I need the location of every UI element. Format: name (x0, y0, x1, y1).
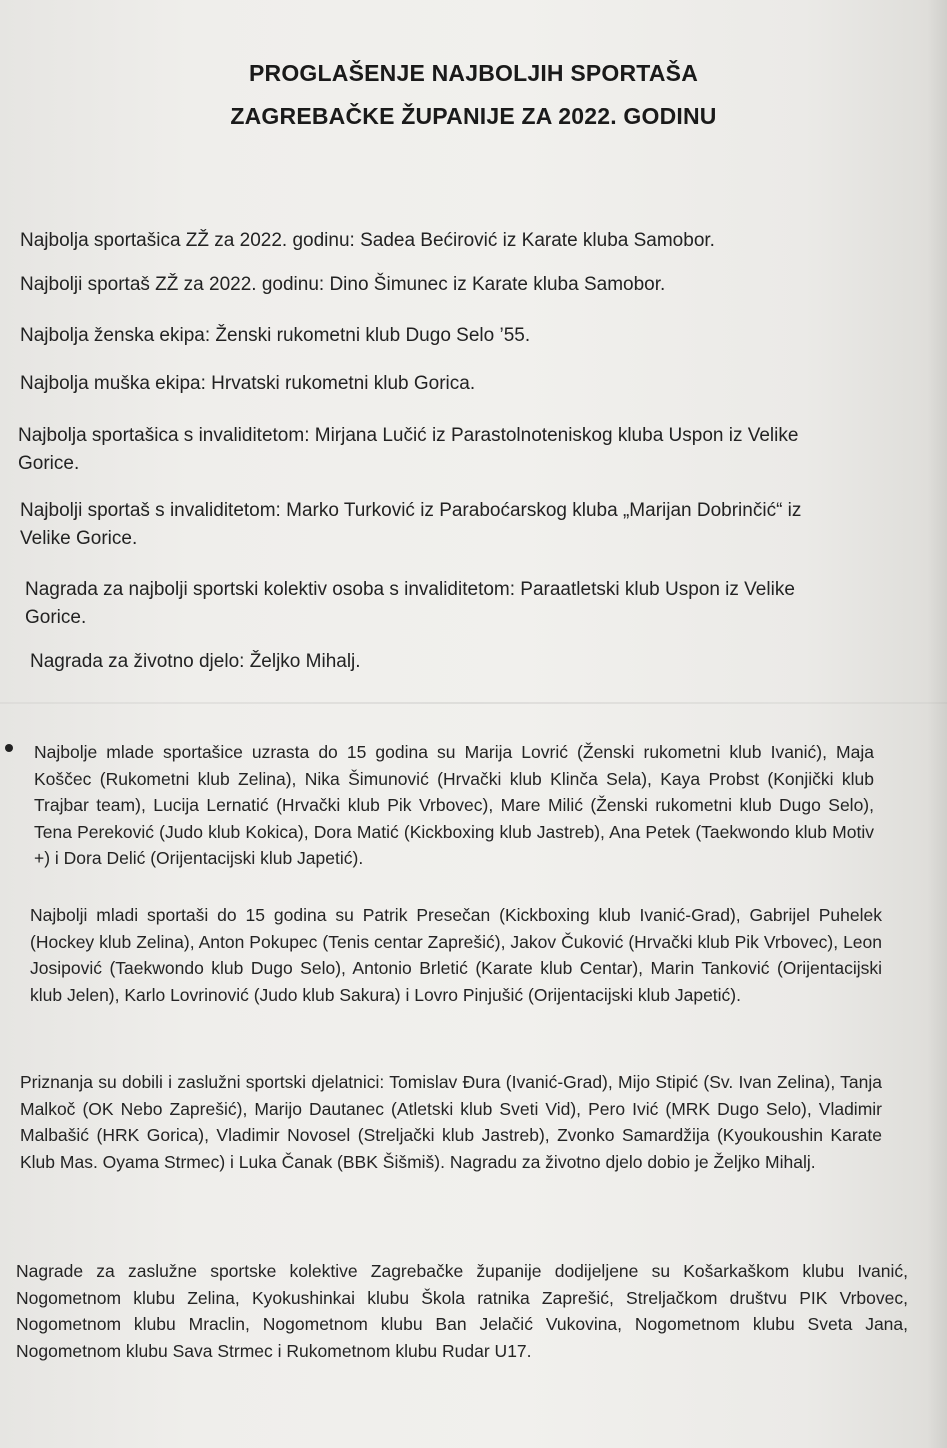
award-lifetime: Nagrada za životno djelo: Željko Mihalj. (30, 651, 361, 672)
award-female-disability-line-1: Najbolja sportašica s invaliditetom: Mirjana Lučić iz Parastolnoteniskog kluba Uspon iz Velike (18, 425, 799, 446)
award-best-male: Najbolji sportaš ZŽ za 2022. godinu: Dino Šimunec iz Karate kluba Samobor. (20, 274, 666, 295)
paragraph-officials: Priznanja su dobili i zaslužni sportski djelatnici: Tomislav Đura (Ivanić-Grad), Mijo Stipić (Sv. Ivan Zelina), Tanja Malkoč (OK Nebo Zaprešić), Marijo Dautanec (Atletski klub Sveti Vid), Pero Ivić (MRK Dugo Selo), Vladimir Malbašić (HRK Gorica), Vladimir Novosel (Streljački klub Jastreb), Zvonko Samardžija (Kyoukoushin Karate Klub Mas. Oyama Strmec) i Luka Čanak (BBK Šišmiš). Nagradu za životno djelo dobio je Željko Mihalj. (20, 1072, 882, 1172)
award-female-disability (18, 422, 798, 478)
award-disability-collective (25, 576, 795, 632)
paper-crease (0, 702, 947, 704)
bullet-icon (5, 744, 13, 752)
award-best-female: Najbolja sportašica ZŽ za 2022. godinu: Sadea Bećirović iz Karate kluba Samobor. (20, 230, 715, 251)
award-male-disability-line-1: Najbolji sportaš s invaliditetom: Marko Turković iz Paraboćarskog kluba „Marijan Dobrinčić“ iz (20, 500, 802, 521)
award-male-disability-line-2: Velike Gorice. (20, 528, 138, 549)
title-line-2: ZAGREBAČKE ŽUPANIJE ZA 2022. GODINU (230, 103, 717, 129)
award-disability-collective-line-1: Nagrada za najbolji sportski kolektiv osoba s invaliditetom: Paraatletski klub Uspon iz Velike (25, 579, 795, 600)
award-disability-collective-line-2: Gorice. (25, 607, 87, 628)
award-best-male-team: Najbolja muška ekipa: Hrvatski rukometni klub Gorica. (20, 373, 476, 394)
award-male-disability (20, 497, 801, 553)
paragraph-collectives: Nagrade za zaslužne sportske kolektive Zagrebačke županije dodijeljene su Košarkaškom klubu Ivanić, Nogometnom klubu Zelina, Kyokushinkai klubu Škola ratnika Zaprešić, Streljačkom društvu PIK Vrbovec, Nogometnom klubu Mraclin, Nogometnom klubu Ban Jelačić Vukovina, Nogometnom klubu Sveta Jana, Nogometnom klubu Sava Strmec i Rukometnom klubu Rudar U17. (16, 1261, 908, 1361)
paragraph-young-female: Najbolje mlade sportašice uzrasta do 15 godina su Marija Lovrić (Ženski rukometni klub Ivanić), Maja Koščec (Rukometni klub Zelina), Nika Šimunović (Hrvački klub Klinča Sela), Kaya Probst (Konjički klub Trajbar team), Lucija Lernatić (Hrvački klub Pik Vrbovec), Mare Milić (Ženski rukometni klub Dugo Selo), Tena Pereković (Judo klub Kokica), Dora Matić (Kickboxing klub Jastreb), Ana Petek (Taekwondo klub Motiv +) i Dora Delić (Orijentacijski klub Japetić). (34, 742, 874, 868)
paragraph-young-male: Najbolji mladi sportaši do 15 godina su Patrik Presečan (Kickboxing klub Ivanić-Grad), Gabrijel Puhelek (Hockey klub Zelina), Anton Pokupec (Tenis centar Zaprešić), Jakov Čuković (Hrvački klub Pik Vrbovec), Leon Josipović (Taekwondo klub Dugo Selo), Antonio Brletić (Karate klub Centar), Marin Tanković (Orijentacijski klub Jelen), Karlo Lovrinović (Judo klub Sakura) i Lovro Pinjušić (Orijentacijski klub Japetić). (30, 905, 882, 1005)
paper-edge-shadow (927, 0, 947, 1448)
award-female-disability-line-2: Gorice. (18, 453, 80, 474)
title-line-1: PROGLAŠENJE NAJBOLJIH SPORTAŠA (248, 60, 699, 86)
award-best-female-team: Najbolja ženska ekipa: Ženski rukometni klub Dugo Selo ’55. (20, 325, 531, 346)
